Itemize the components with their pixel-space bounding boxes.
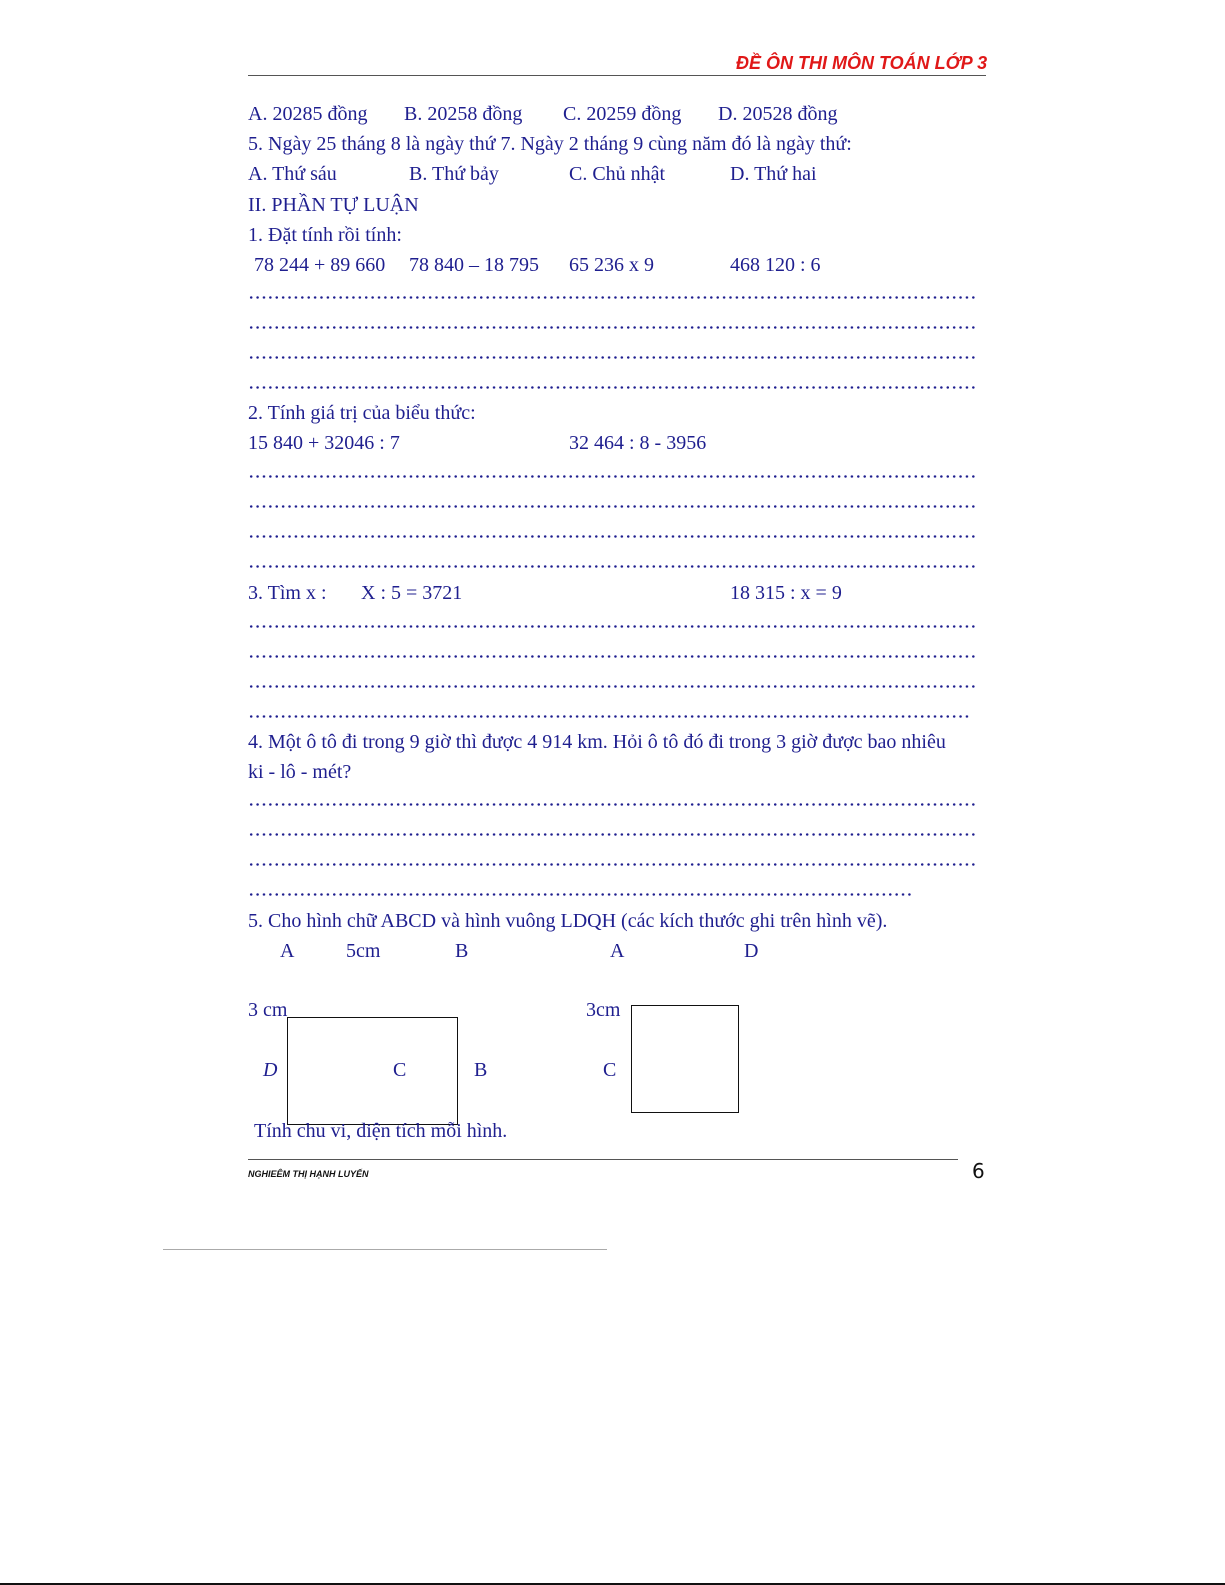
q5-option-b: B. Thứ bảy	[409, 163, 499, 185]
q4-option-c: C. 20259 đồng	[563, 103, 682, 125]
problem1-expr-3: 65 236 x 9	[569, 254, 654, 276]
q5-text: 5. Ngày 25 tháng 8 là ngày thứ 7. Ngày 2 tháng 9 cùng năm đó là ngày thứ:	[248, 133, 852, 155]
rect-vertex-b-top: B	[455, 940, 469, 962]
header-rule	[248, 75, 986, 76]
square-side-label: 3cm	[586, 999, 621, 1021]
rect-vertex-b-side: B	[474, 1059, 488, 1081]
problem1-expr-1: 78 244 + 89 660	[254, 254, 386, 276]
problem2-title: 2. Tính giá trị của biểu thức:	[248, 402, 476, 424]
answer-line	[248, 326, 976, 329]
answer-line	[248, 715, 970, 718]
section-title: II. PHẦN TỰ LUẬN	[248, 194, 419, 216]
q5-option-a: A. Thứ sáu	[248, 163, 337, 185]
square-vertex-c: C	[603, 1059, 617, 1081]
answer-line	[248, 863, 976, 866]
footer-author: NGHIEÊM THỊ HẠNH LUYẾN	[248, 1169, 369, 1179]
rect-vertex-c: C	[393, 1059, 407, 1081]
answer-line	[248, 655, 976, 658]
problem4-line1: 4. Một ô tô đi trong 9 giờ thì được 4 914 km. Hỏi ô tô đó đi trong 3 giờ được bao nhiêu	[248, 731, 946, 753]
problem4-line2: ki - lô - mét?	[248, 761, 352, 783]
problem1-expr-2: 78 840 – 18 795	[409, 254, 539, 276]
problem5-task: Tính chu vi, diện tích mỗi hình.	[254, 1120, 508, 1142]
problem3-expr-2: 18 315 : x = 9	[730, 582, 842, 604]
square-vertex-a: A	[610, 940, 625, 962]
q4-option-d: D. 20528 đồng	[718, 103, 838, 125]
problem3-expr-1: X : 5 = 3721	[361, 582, 463, 604]
answer-line	[248, 475, 976, 478]
answer-line	[248, 296, 976, 299]
q4-option-b: B. 20258 đồng	[404, 103, 523, 125]
q4-option-a: A. 20285 đồng	[248, 103, 368, 125]
rectangle-abcd	[287, 1017, 458, 1125]
answer-line	[248, 356, 976, 359]
rect-width-label: 5cm	[346, 940, 381, 962]
square-ldqh	[631, 1005, 739, 1113]
rect-vertex-a: A	[280, 940, 295, 962]
q5-option-d: D. Thứ hai	[730, 163, 817, 185]
square-vertex-d: D	[744, 940, 759, 962]
answer-line	[248, 386, 976, 389]
answer-line	[248, 505, 976, 508]
problem1-expr-4: 468 120 : 6	[730, 254, 821, 276]
rect-vertex-d: D	[263, 1059, 278, 1081]
answer-line	[248, 535, 976, 538]
footnote-separator	[163, 1249, 607, 1250]
answer-line	[248, 803, 976, 806]
page-header-title: ĐỀ ÔN THI MÔN TOÁN LỚP 3	[736, 53, 988, 73]
problem2-expr-2: 32 464 : 8 - 3956	[569, 432, 707, 454]
answer-line	[248, 685, 976, 688]
footer-rule	[248, 1159, 958, 1160]
answer-line	[248, 893, 914, 896]
problem5-title: 5. Cho hình chữ ABCD và hình vuông LDQH (các kích thước ghi trên hình vẽ).	[248, 910, 888, 932]
q5-option-c: C. Chủ nhật	[569, 163, 666, 185]
answer-line	[248, 833, 976, 836]
answer-line	[248, 625, 976, 628]
problem2-expr-1: 15 840 + 32046 : 7	[248, 432, 400, 454]
answer-line	[248, 565, 976, 568]
rect-height-label: 3 cm	[248, 999, 288, 1021]
problem1-title: 1. Đặt tính rồi tính:	[248, 224, 402, 246]
problem3-label: 3. Tìm x :	[248, 582, 327, 604]
page-number: 6	[972, 1159, 985, 1183]
